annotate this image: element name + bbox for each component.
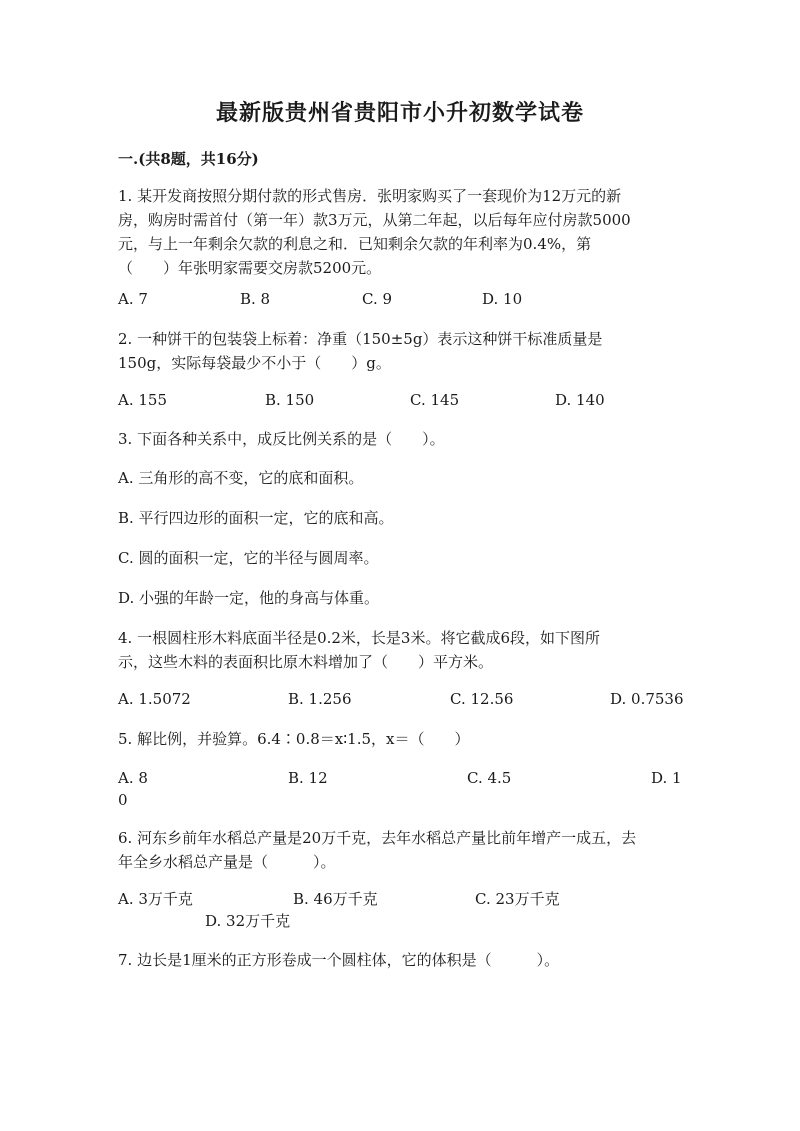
- question-3-option-c: C. 圆的面积一定，它的半径与圆周率。: [118, 549, 379, 567]
- question-1-line-1: 1. 某开发商按照分期付款的形式售房．张明家购买了一套现价为12万元的新: [118, 187, 622, 205]
- question-3-option-a: A. 三角形的高不变，它的底和面积。: [118, 469, 364, 487]
- question-6-option-c: C. 23万千克: [475, 890, 560, 908]
- question-1-option-c: C. 9: [362, 290, 393, 308]
- question-7: [118, 948, 678, 972]
- question-2-option-d: D. 140: [555, 391, 605, 409]
- question-1-option-a: A. 7: [118, 290, 148, 308]
- question-1-line-4: （ ）年张明家需要交房款5200元。: [118, 259, 382, 277]
- question-2-line-2: 150g，实际每袋最少不小于（ ）g。: [118, 354, 391, 372]
- question-5-option-d-wrap: 0: [118, 791, 128, 809]
- question-1: [118, 184, 678, 280]
- question-2-option-c: C. 145: [410, 391, 460, 409]
- question-6-option-b: B. 46万千克: [293, 890, 378, 908]
- question-5-option-a: A. 8: [118, 769, 148, 787]
- question-5: [118, 727, 678, 751]
- question-5-option-c: C. 4.5: [467, 769, 512, 787]
- question-6: [118, 826, 678, 874]
- question-6-line-2: 年全乡水稻总产量是（ ）。: [118, 853, 336, 871]
- question-6-line-1: 6. 河东乡前年水稻总产量是20万千克，去年水稻总产量比前年增产一成五，去: [118, 829, 637, 847]
- question-6-option-a: A. 3万千克: [118, 890, 193, 908]
- question-4-option-a: A. 1.5072: [118, 690, 191, 708]
- question-3-option-b: B. 平行四边形的面积一定，它的底和高。: [118, 509, 394, 527]
- page-title: 最新版贵州省贵阳市小升初数学试卷: [215, 100, 584, 126]
- question-5-line-1: 5. 解比例，并验算。6.4∶0.8＝x∶1.5，x＝（ ）: [118, 730, 470, 748]
- question-7-line-1: 7. 边长是1厘米的正方形卷成一个圆柱体，它的体积是（ ）。: [118, 951, 560, 969]
- question-3-option-d: D. 小强的年龄一定，他的身高与体重。: [118, 589, 380, 607]
- question-1-line-3: 元，与上一年剩余欠款的利息之和．已知剩余欠款的年利率为0.4%，第: [118, 235, 592, 253]
- question-4-line-2: 示，这些木料的表面积比原木料增加了（ ）平方米。: [118, 653, 494, 671]
- question-1-option-b: B. 8: [240, 290, 271, 308]
- question-4: [118, 626, 678, 674]
- question-3-line-1: 3. 下面各种关系中，成反比例关系的是（ ）。: [118, 430, 445, 448]
- question-1-line-2: 房，购房时需首付（第一年）款3万元，从第二年起，以后每年应付房款5000: [118, 211, 631, 229]
- question-5-option-d: D. 1: [651, 769, 682, 787]
- question-4-option-b: B. 1.256: [288, 690, 352, 708]
- question-6-option-d: D. 32万千克: [205, 912, 291, 930]
- question-4-option-c: C. 12.56: [450, 690, 514, 708]
- question-2-line-1: 2. 一种饼干的包装袋上标着：净重（150±5g）表示这种饼干标准质量是: [118, 330, 603, 348]
- question-2-option-a: A. 155: [118, 391, 167, 409]
- section-heading: 一.(共8题，共16分): [118, 150, 259, 168]
- question-2: [118, 327, 678, 375]
- question-5-option-b: B. 12: [288, 769, 328, 787]
- question-2-option-b: B. 150: [265, 391, 315, 409]
- question-4-line-1: 4. 一根圆柱形木料底面半径是0.2米，长是3米。将它截成6段，如下图所: [118, 629, 601, 647]
- question-3: [118, 427, 678, 451]
- question-4-option-d: D. 0.7536: [610, 690, 684, 708]
- question-1-option-d: D. 10: [482, 290, 523, 308]
